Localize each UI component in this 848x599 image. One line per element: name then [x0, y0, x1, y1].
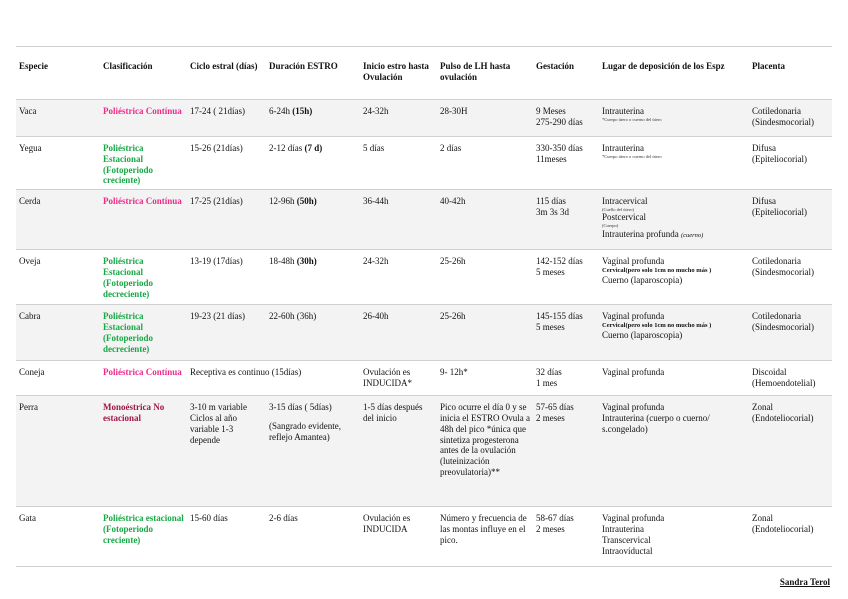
gestacion-line-2: 3m 3s 3d: [536, 206, 570, 217]
header-row: [16, 47, 832, 100]
author-signature: Sandra Terol: [779, 577, 830, 587]
lugar-line-1: Vaginal profunda: [602, 402, 665, 413]
lugar-line-4: Intraovíductal: [602, 545, 653, 556]
gestacion-line-1: 142-152 días: [536, 256, 583, 267]
placenta-class: (Sindesmocorial): [752, 266, 814, 277]
duracion-range: 12-96h: [269, 196, 297, 207]
cell-especie: Cabra: [16, 305, 100, 361]
header-lugar: Lugar de deposición de los Espz: [599, 47, 749, 100]
placenta-class: (Epiteliocorial): [752, 206, 807, 217]
cell-gestacion: [533, 137, 599, 190]
placenta-type: Cotiledonaria: [752, 256, 801, 267]
inicio-line-1: Ovulación es: [363, 513, 411, 524]
cell-lugar: [599, 305, 749, 361]
cell-duracion: [266, 100, 360, 137]
cell-placenta: [749, 507, 832, 567]
cell-gestacion: [533, 361, 599, 396]
gestacion-line-1: 9 Meses: [536, 106, 566, 116]
gestacion-line-1: 32 días: [536, 367, 562, 378]
placenta-class: (Hemoendotelial): [752, 377, 816, 388]
cell-pulso: Pico ocurre el día 0 y se inicia el ESTRO Ovula a 48h del pico *única que sintetiza progesterona antes de la ovulación (luteinización preovulatoria)**: [437, 396, 533, 507]
reproduction-table: [16, 46, 832, 567]
placenta-class: (Endoteliocorial): [752, 412, 814, 423]
cell-especie: Vaca: [16, 100, 100, 137]
lugar-note-1: (Cuello del útero): [602, 206, 634, 212]
inicio-line-1: Ovulación es: [363, 367, 411, 378]
cell-duracion: [266, 250, 360, 305]
cell-gestacion: [533, 305, 599, 361]
duracion-mean: (30h): [296, 256, 317, 267]
placenta-type: Cotiledonaria: [752, 311, 801, 322]
gestacion-line-2: 2 meses: [536, 523, 565, 534]
lugar-line-1: Vaginal profunda: [602, 513, 665, 524]
placenta-class: (Epiteliocorial): [752, 153, 807, 164]
cell-placenta: [749, 361, 832, 396]
lugar-line-2: Intrauterina (cuerpo o cuerno/ s.congelado): [602, 412, 710, 434]
gestacion-line-1: 145-155 días: [536, 311, 583, 322]
lugar-line-1: Intrauterina: [602, 106, 644, 116]
cell-ciclo: [187, 396, 266, 507]
table-row-gata: [16, 507, 832, 567]
cell-clasificacion: Monoéstrica No estacional: [100, 396, 187, 507]
cell-placenta: [749, 137, 832, 190]
cell-lugar: [599, 137, 749, 190]
lugar-note-2: (Cuerpo): [602, 223, 619, 229]
cell-inicio: 36-44h: [360, 190, 437, 250]
duracion-range: 6-24h: [269, 106, 293, 116]
inicio-line-2: INDUCIDA: [363, 523, 408, 534]
header-inicio: Inicio estro hasta Ovulación: [360, 47, 437, 100]
table-row-cabra: [16, 305, 832, 361]
cell-gestacion: [533, 190, 599, 250]
inicio-line-2: INDUCIDA*: [363, 377, 412, 388]
header-placenta: Placenta: [749, 47, 832, 100]
placenta-type: Zonal: [752, 513, 773, 524]
ciclo-line-1: 3-10 m variable: [190, 402, 247, 413]
cell-especie: Gata: [16, 507, 100, 567]
lugar-line-3: Cuerno (laparoscopia): [602, 274, 683, 285]
duracion-mean: (7 d): [304, 143, 323, 153]
cell-clasificacion: Poliéstrica Estacional (Fotoperiodo creciente): [100, 137, 187, 190]
cell-gestacion: [533, 507, 599, 567]
gestacion-line-2: 1 mes: [536, 377, 558, 388]
placenta-type: Difusa: [752, 196, 776, 207]
cell-ciclo: 19-23 (21 días): [187, 305, 266, 361]
cell-pulso: 2 días: [437, 137, 533, 190]
cell-lugar: [599, 250, 749, 305]
cell-duracion: [266, 137, 360, 190]
cell-gestacion: [533, 100, 599, 137]
gestacion-line-2: 2 meses: [536, 412, 565, 423]
cell-lugar: [599, 361, 749, 396]
lugar-line-1: Vaginal profunda: [602, 367, 665, 378]
cell-clasificacion: Poliéstrica Contínua: [100, 361, 187, 396]
cell-ciclo: 13-19 (17días): [187, 250, 266, 305]
lugar-line-3: [602, 229, 746, 240]
cell-placenta: [749, 396, 832, 507]
cell-ciclo: 17-24 ( 21días): [187, 100, 266, 137]
cell-duracion: [266, 396, 360, 507]
table-row-cerda: [16, 190, 832, 250]
duracion-line-1: 3-15 días ( 5días): [269, 402, 332, 413]
cell-especie: Cerda: [16, 190, 100, 250]
placenta-type: Zonal: [752, 402, 773, 413]
lugar-line-1: Intracervical: [602, 196, 648, 207]
cell-inicio: 26-40h: [360, 305, 437, 361]
table-row-vaca: [16, 100, 832, 137]
header-clasificacion: Clasificación: [100, 47, 187, 100]
cell-especie: Oveja: [16, 250, 100, 305]
cell-inicio: 5 días: [360, 137, 437, 190]
lugar-line-1: Intrauterina: [602, 143, 644, 153]
cell-placenta: [749, 250, 832, 305]
gestacion-line-1: 57-65 días: [536, 402, 574, 413]
duracion-mean: (50h): [296, 196, 317, 207]
cell-pulso: 9- 12h*: [437, 361, 533, 396]
lugar-line-3-text: Intrauterina profunda: [602, 228, 681, 239]
cell-lugar: [599, 100, 749, 137]
gestacion-line-2: 5 meses: [536, 321, 565, 332]
table-row-yegua: [16, 137, 832, 190]
cell-ciclo-duracion: Receptiva es continuo (15días): [187, 361, 360, 396]
cell-ciclo: 15-26 (21días): [187, 137, 266, 190]
duracion-range: 2-12 días: [269, 143, 305, 153]
cell-placenta: [749, 190, 832, 250]
header-especie: Especie: [16, 47, 100, 100]
table-row-coneja: [16, 361, 832, 396]
lugar-line-2: Intrauterina: [602, 523, 644, 534]
table-row-oveja: [16, 250, 832, 305]
header-pulso: Pulso de LH hasta ovulación: [437, 47, 533, 100]
cell-especie: Yegua: [16, 137, 100, 190]
lugar-note-1: *Cuerpo útero o cuerno del útero: [602, 153, 662, 159]
cell-pulso: 28-30H: [437, 100, 533, 137]
cell-inicio: 1-5 días después del inicio: [360, 396, 437, 507]
cell-lugar: [599, 507, 749, 567]
lugar-note-1: *Cuerpo útero o cuerno del útero: [602, 116, 662, 122]
duracion-mean: (15h): [292, 106, 313, 116]
header-gestacion: Gestación: [533, 47, 599, 100]
cell-lugar: [599, 190, 749, 250]
table-row-perra: [16, 396, 832, 507]
duracion-range: 18-48h: [269, 256, 297, 267]
cell-placenta: [749, 305, 832, 361]
lugar-note-3: (cuerno): [680, 231, 704, 239]
cell-pulso: Número y frecuencia de las montas influye en el pico.: [437, 507, 533, 567]
cell-pulso: 25-26h: [437, 305, 533, 361]
cell-especie: Coneja: [16, 361, 100, 396]
placenta-class: (Sindesmocorial): [752, 321, 814, 332]
header-ciclo: Ciclo estral (días): [187, 47, 266, 100]
header-duracion: Duración ESTRO: [266, 47, 360, 100]
cell-placenta: [749, 100, 832, 137]
cell-gestacion: [533, 250, 599, 305]
cell-clasificacion: Poliéstrica Contínua: [100, 190, 187, 250]
lugar-line-2: Postcervical: [602, 212, 646, 223]
cell-inicio: [360, 507, 437, 567]
cell-inicio: 24-32h: [360, 250, 437, 305]
cell-pulso: 40-42h: [437, 190, 533, 250]
gestacion-line-2: 5 meses: [536, 266, 565, 277]
cell-especie: Perra: [16, 396, 100, 507]
gestacion-line-1: 58-67 días: [536, 513, 574, 524]
placenta-class: (Sindesmocorial): [752, 116, 814, 127]
cell-clasificacion: Poliéstrica Estacional (Fotoperiodo decreciente): [100, 250, 187, 305]
cell-pulso: 25-26h: [437, 250, 533, 305]
duracion-line-2: (Sangrado evidente, reflejo Amantea): [269, 420, 341, 442]
cell-duracion: [266, 190, 360, 250]
cell-lugar: [599, 396, 749, 507]
gestacion-line-2: 275-290 días: [536, 116, 583, 127]
lugar-line-2: Cervical(pero solo 1cm no mucho más ): [602, 321, 712, 329]
cell-clasificacion: Poliéstrica estacional (Fotoperiodo creciente): [100, 507, 187, 567]
cell-inicio: 24-32h: [360, 100, 437, 137]
ciclo-line-2: Ciclos al año variable 1-3 depende: [190, 412, 237, 445]
cell-inicio: [360, 361, 437, 396]
cell-gestacion: [533, 396, 599, 507]
cell-clasificacion: Poliéstrica Estacional (Fotoperiodo decreciente): [100, 305, 187, 361]
gestacion-line-1: 115 días: [536, 196, 566, 207]
placenta-type: Discoidal: [752, 367, 787, 378]
gestacion-line-2: 11meses: [536, 153, 567, 164]
cell-duracion: 2-6 días: [266, 507, 360, 567]
cell-ciclo: 17-25 (21días): [187, 190, 266, 250]
cell-ciclo: 15-60 días: [187, 507, 266, 567]
lugar-line-1: Vaginal profunda: [602, 311, 665, 322]
lugar-line-3: Transcervical: [602, 534, 651, 545]
lugar-line-2: Cervical(pero solo 1cm no mucho más ): [602, 266, 712, 274]
lugar-line-3: Cuerno (laparoscopia): [602, 329, 683, 340]
placenta-class: (Endoteliocorial): [752, 523, 814, 534]
placenta-type: Cotiledonaria: [752, 106, 801, 116]
cell-clasificacion: Poliéstrica Contínua: [100, 100, 187, 137]
placenta-type: Difusa: [752, 143, 776, 153]
gestacion-line-1: 330-350 días: [536, 143, 583, 153]
cell-duracion: 22-60h (36h): [266, 305, 360, 361]
lugar-line-1: Vaginal profunda: [602, 256, 665, 267]
